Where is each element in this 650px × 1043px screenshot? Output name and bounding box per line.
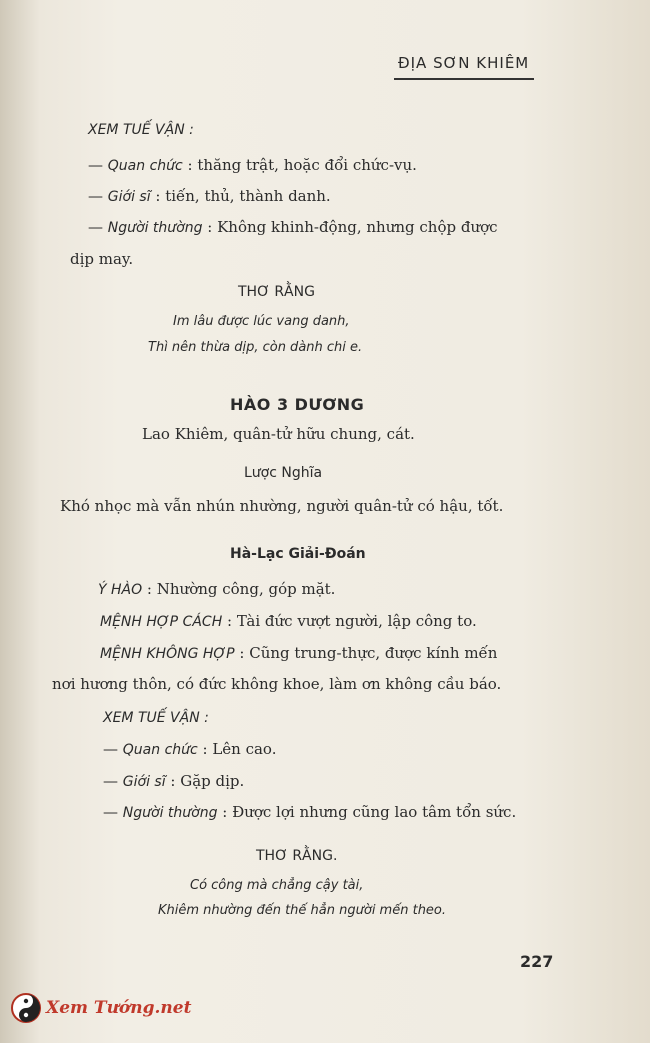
- watermark-text: Xem Tướng.net: [46, 998, 192, 1018]
- quan-chuc-label-2: Quan chức: [122, 742, 198, 758]
- yin-yang-icon: [10, 992, 42, 1024]
- gioi-si-text-2: : Gặp dịp.: [170, 772, 245, 790]
- nguoi-thuong-label: Người thường: [107, 220, 203, 236]
- ha-lac-heading: Hà-Lạc Giải-Đoán: [230, 546, 366, 562]
- tho-rang-heading-2: THƠ RẰNG.: [256, 848, 338, 864]
- xem-tue-van-heading-2: XEM TUẾ VẬN :: [103, 710, 209, 726]
- poem-line-3: Có công mà chẳng cậy tài,: [190, 878, 364, 893]
- nguoi-thuong-label-2: Người thường: [122, 805, 218, 821]
- quan-chuc-label: Quan chức: [107, 158, 183, 174]
- menh-khong-label: MỆNH KHÔNG HỢP: [100, 646, 235, 662]
- menh-khong-cont: nơi hương thôn, có đức không khoe, làm ơn không cầu báo.: [52, 675, 502, 693]
- gioi-si-line-2: — Giới sĩ : Gặp dịp.: [103, 772, 245, 790]
- menh-hop-line: [100, 612, 477, 630]
- quan-chuc-text-2: : Lên cao.: [202, 740, 277, 758]
- luoc-nghia-heading: Lược Nghĩa: [244, 465, 323, 481]
- nguoi-thuong-text-2: : Được lợi nhưng cũng lao tâm tổn sức.: [222, 803, 517, 821]
- menh-hop-text: : Tài đức vượt người, lập công to.: [227, 612, 477, 630]
- nguoi-thuong-cont: dịp may.: [70, 250, 134, 268]
- nguoi-thuong-line-2: — Người thường : Được lợi nhưng cũng lao tâm tổn sức.: [103, 803, 517, 821]
- menh-khong-line: [100, 644, 497, 662]
- y-hao-text: : Nhường công, góp mặt.: [146, 580, 336, 598]
- nguoi-thuong-line: — Người thường : Không khinh-động, nhưng chộp được: [88, 218, 498, 236]
- site-watermark: [10, 992, 191, 1024]
- hao3-title: HÀO 3 DƯƠNG: [230, 395, 365, 414]
- header-rule: [394, 78, 534, 80]
- menh-khong-text: : Cũng trung-thực, được kính mến: [239, 644, 498, 662]
- poem-line-2: Thì nên thừa dịp, còn dành chi e.: [148, 340, 363, 355]
- page-number: 227: [520, 952, 554, 971]
- gioi-si-line: — Giới sĩ : tiến, thủ, thành danh.: [88, 187, 331, 205]
- quan-chuc-line-2: — Quan chức : Lên cao.: [103, 740, 277, 758]
- running-header: ĐỊA SƠN KHIÊM: [398, 54, 530, 72]
- gioi-si-label-2: Giới sĩ: [122, 774, 166, 790]
- poem-line-1: Im lâu được lúc vang danh,: [173, 314, 350, 329]
- gioi-si-text: : tiến, thủ, thành danh.: [155, 187, 331, 205]
- quan-chuc-text: : thăng trật, hoặc đổi chức-vụ.: [187, 156, 417, 174]
- nguoi-thuong-text: : Không khinh-động, nhưng chộp được: [207, 218, 498, 236]
- xem-tue-van-heading: XEM TUẾ VẬN :: [88, 122, 194, 138]
- y-hao-label: Ý HÀO: [98, 582, 143, 598]
- quan-chuc-line: — Quan chức : thăng trật, hoặc đổi chức-vụ.: [88, 156, 417, 174]
- gioi-si-label: Giới sĩ: [107, 189, 151, 205]
- menh-hop-label: MỆNH HỢP CÁCH: [100, 614, 223, 630]
- poem-line-4: Khiêm nhường đến thế hẳn người mến theo.: [158, 903, 447, 918]
- hao3-desc: Lao Khiêm, quân-tử hữu chung, cát.: [142, 425, 415, 443]
- luoc-nghia-text: Khó nhọc mà vẫn nhún nhường, người quân-tử có hậu, tốt.: [60, 497, 504, 515]
- tho-rang-heading: THƠ RẰNG: [238, 284, 315, 300]
- y-hao-line: [98, 580, 335, 598]
